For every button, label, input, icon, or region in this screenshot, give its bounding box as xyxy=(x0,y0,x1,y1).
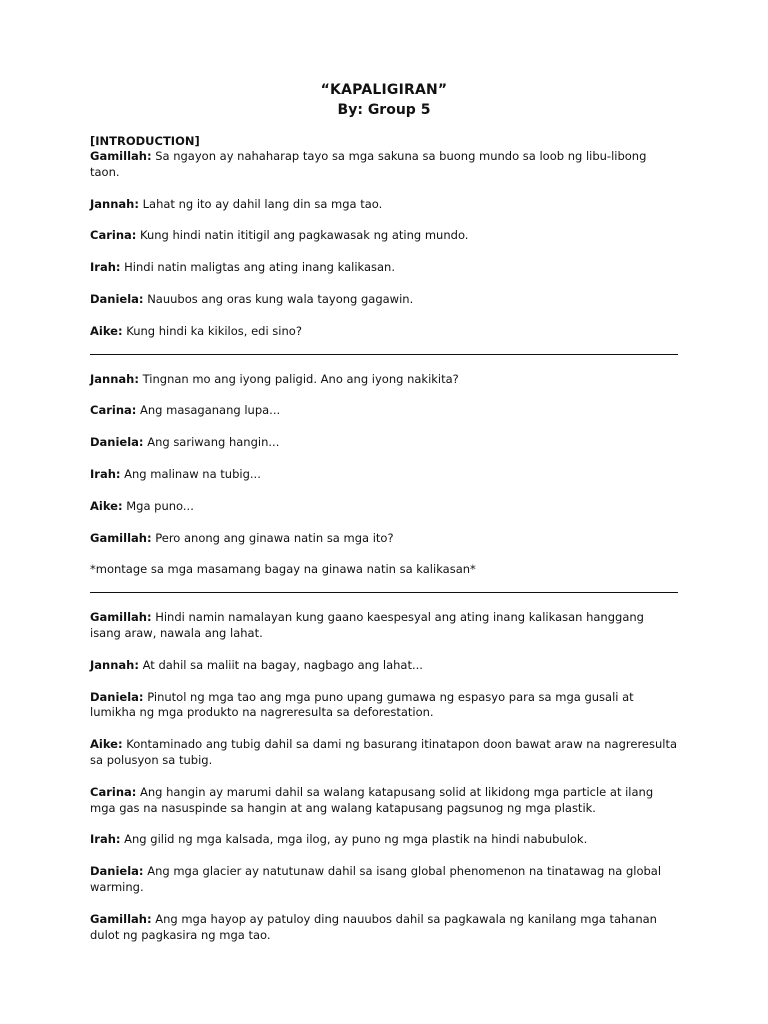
dialogue-text: Ang mga glacier ay natutunaw dahil sa isang global phenomenon na tinatawag na global warming. xyxy=(90,864,662,894)
speaker-name: Irah: xyxy=(90,260,121,275)
dialogue-text: Nauubos ang oras kung wala tayong gagawin. xyxy=(143,291,414,306)
speaker-name: Gamillah: xyxy=(90,911,152,926)
dialogue-text: Lahat ng ito ay dahil lang din sa mga tao. xyxy=(138,196,383,211)
speaker-name: Daniela: xyxy=(90,435,144,450)
dialogue-line xyxy=(90,864,678,896)
dialogue-line xyxy=(90,658,678,674)
speaker-name: Gamillah: xyxy=(90,530,152,545)
dialogue-line xyxy=(90,228,678,244)
speaker-name: Jannah: xyxy=(90,196,139,211)
speaker-name: Carina: xyxy=(90,784,137,799)
dialogue-line xyxy=(90,467,678,483)
dialogue-line xyxy=(90,531,678,547)
speaker-name: Aike: xyxy=(90,323,123,338)
dialogue-text: Hindi namin namalayan kung gaano kaespesyal ang ating inang kalikasan hanggang isang araw, nawala ang lahat. xyxy=(90,610,644,640)
dialogue-text: Hindi natin maligtas ang ating inang kalikasan. xyxy=(120,260,396,275)
speaker-name: Aike: xyxy=(90,498,123,513)
dialogue-text: Kung hindi natin ititigil ang pagkawasak ng ating mundo. xyxy=(136,228,469,243)
document-title: “KAPALIGIRAN” xyxy=(320,82,448,98)
dialogue-line xyxy=(90,197,678,213)
speaker-name: Gamillah: xyxy=(90,610,152,625)
speaker-name: Daniela: xyxy=(90,864,144,879)
dialogue-text: Ang hangin ay marumi dahil sa walang katapusang solid at likidong mga particle at ilang mga gas na nasuspinde sa hangin at ang walang katapusang pagsunog ng mga plastik. xyxy=(90,784,654,815)
dialogue-text: Kontaminado ang tubig dahil sa dami ng basurang itinatapon doon bawat araw na nagreresulta sa polusyon sa tubig. xyxy=(90,737,678,767)
dialogue-text: Ang sariwang hangin... xyxy=(143,435,280,450)
speaker-name: Irah: xyxy=(90,466,121,481)
dialogue-line xyxy=(90,435,678,451)
speaker-name: Carina: xyxy=(90,228,137,243)
speaker-name: Gamillah: xyxy=(90,149,152,163)
speaker-name: Carina: xyxy=(90,403,137,418)
dialogue-line xyxy=(90,149,678,181)
dialogue-text: Ang malinaw na tubig... xyxy=(120,466,261,481)
speaker-name: Daniela: xyxy=(90,689,144,704)
dialogue-text: Pinutol ng mga tao ang mga puno upang gumawa ng espasyo para sa mga gusali at lumikha ng mga produkto na nagreresulta sa deforestation. xyxy=(90,689,634,720)
dialogue-text: Ang mga hayop ay patuloy ding nauubos dahil sa pagkawala ng kanilang mga tahanan dulot ng pagkasira ng mga tao. xyxy=(90,911,657,942)
dialogue-line xyxy=(90,912,678,944)
dialogue-text: Mga puno... xyxy=(122,498,194,513)
speaker-name: Daniela: xyxy=(90,291,144,306)
dialogue-text: Kung hindi ka kikilos, edi sino? xyxy=(122,323,302,338)
dialogue-line xyxy=(90,260,678,276)
dialogue-line xyxy=(90,499,678,515)
section-divider xyxy=(90,592,678,593)
speaker-name: Jannah: xyxy=(90,657,139,672)
dialogue-text: At dahil sa maliit na bagay, nagbago ang lahat... xyxy=(138,657,423,672)
dialogue-line xyxy=(90,324,678,340)
dialogue-line xyxy=(90,690,678,722)
dialogue-line xyxy=(90,403,678,419)
dialogue-line xyxy=(90,610,678,642)
document-subtitle: By: Group 5 xyxy=(337,102,431,118)
dialogue-text: Ang gilid ng mga kalsada, mga ilog, ay puno ng mga plastik na hindi nabubulok. xyxy=(120,832,588,847)
dialogue-line xyxy=(90,737,678,769)
speaker-name: Irah: xyxy=(90,832,121,847)
dialogue-text: Tingnan mo ang iyong paligid. Ano ang iyong nakikita? xyxy=(138,371,459,386)
section-divider xyxy=(90,354,678,355)
dialogue-line xyxy=(90,785,678,817)
speaker-name: Aike: xyxy=(90,737,123,752)
montage-note: *montage sa mga masamang bagay na ginawa natin sa kalikasan* xyxy=(90,562,476,577)
dialogue-text: Pero anong ang ginawa natin sa mga ito? xyxy=(151,530,394,545)
dialogue-line xyxy=(90,832,678,848)
dialogue-line xyxy=(90,372,678,388)
dialogue-line xyxy=(90,292,678,308)
dialogue-text: Ang masaganang lupa... xyxy=(136,403,281,418)
speaker-name: Jannah: xyxy=(90,371,139,386)
dialogue-text: Sa ngayon ay nahaharap tayo sa mga sakuna sa buong mundo sa loob ng libu-libong taon. xyxy=(90,149,647,179)
section-heading: [INTRODUCTION] xyxy=(90,134,200,148)
